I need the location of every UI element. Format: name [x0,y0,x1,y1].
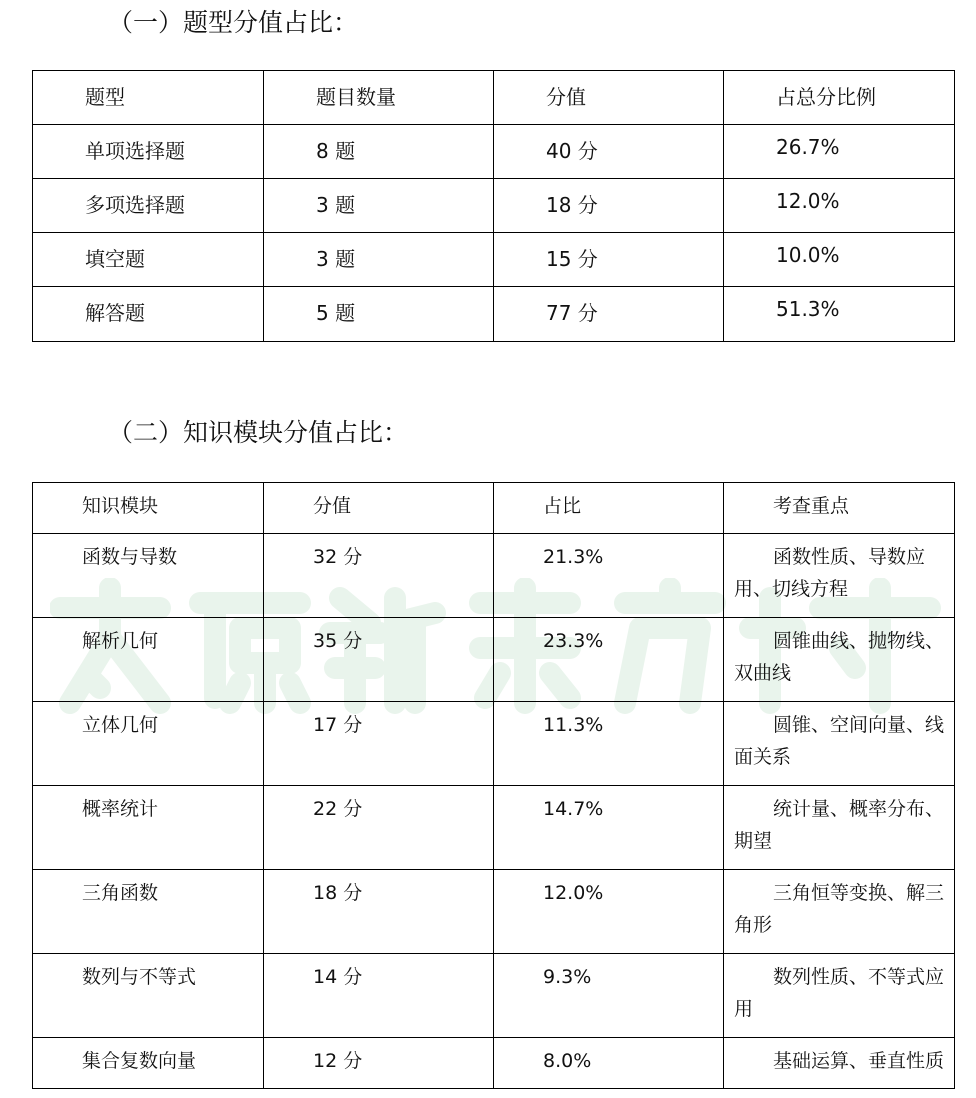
table-cell: 3 题 [264,179,494,233]
table-header-row [33,483,955,534]
table-cell: 5 题 [264,287,494,342]
table-cell: 圆锥、空间向量、线面关系 [724,702,955,786]
table-cell: 21.3% [494,534,724,618]
table-cell: 32 分 [264,534,494,618]
table-row [33,179,955,233]
table-row [33,287,955,342]
table-cell: 18 分 [494,179,724,233]
table-cell: 解答题 [33,287,264,342]
table-cell: 概率统计 [33,786,264,870]
table-cell: 三角恒等变换、解三角形 [724,870,955,954]
header-cell: 分值 [494,71,724,125]
table-cell: 23.3% [494,618,724,702]
table-row [33,1038,955,1089]
table-cell: 填空题 [33,233,264,287]
table-row [33,870,955,954]
knowledge-module-table [32,482,955,1089]
header-cell: 题型 [33,71,264,125]
table-cell: 立体几何 [33,702,264,786]
table-cell: 12.0% [494,870,724,954]
table-cell: 数列与不等式 [33,954,264,1038]
table-cell: 10.0% [724,233,955,287]
table-cell: 数列性质、不等式应用 [724,954,955,1038]
table-cell: 统计量、概率分布、期望 [724,786,955,870]
header-cell: 考查重点 [724,483,955,534]
table-cell: 11.3% [494,702,724,786]
table-row [33,702,955,786]
section-title-knowledge-modules: （二）知识模块分值占比： [108,418,409,447]
table-cell: 15 分 [494,233,724,287]
table-cell: 12 分 [264,1038,494,1089]
table-cell: 函数性质、导数应用、切线方程 [724,534,955,618]
table-row [33,618,955,702]
table-cell: 40 分 [494,125,724,179]
table-cell: 12.0% [724,179,955,233]
header-cell: 题目数量 [264,71,494,125]
table-cell: 基础运算、垂直性质 [724,1038,955,1089]
header-cell: 占比 [494,483,724,534]
table-cell: 14 分 [264,954,494,1038]
section-title-question-types: （一）题型分值占比： [108,8,359,37]
table-cell: 26.7% [724,125,955,179]
table-row [33,233,955,287]
table-cell: 解析几何 [33,618,264,702]
table-cell: 77 分 [494,287,724,342]
table-row [33,786,955,870]
table-cell: 51.3% [724,287,955,342]
table-cell: 多项选择题 [33,179,264,233]
table-cell: 函数与导数 [33,534,264,618]
table-header-row [33,71,955,125]
table-cell: 9.3% [494,954,724,1038]
table-cell: 35 分 [264,618,494,702]
table-cell: 18 分 [264,870,494,954]
table-cell: 17 分 [264,702,494,786]
table-cell: 圆锥曲线、抛物线、双曲线 [724,618,955,702]
table-cell: 8 题 [264,125,494,179]
header-cell: 占总分比例 [724,71,955,125]
table-row [33,125,955,179]
header-cell: 知识模块 [33,483,264,534]
table-cell: 3 题 [264,233,494,287]
question-type-table [32,70,955,342]
table-row [33,954,955,1038]
table-cell: 22 分 [264,786,494,870]
table-cell: 8.0% [494,1038,724,1089]
table-row [33,534,955,618]
table-cell: 集合复数向量 [33,1038,264,1089]
table-cell: 单项选择题 [33,125,264,179]
header-cell: 分值 [264,483,494,534]
table-cell: 14.7% [494,786,724,870]
table-cell: 三角函数 [33,870,264,954]
